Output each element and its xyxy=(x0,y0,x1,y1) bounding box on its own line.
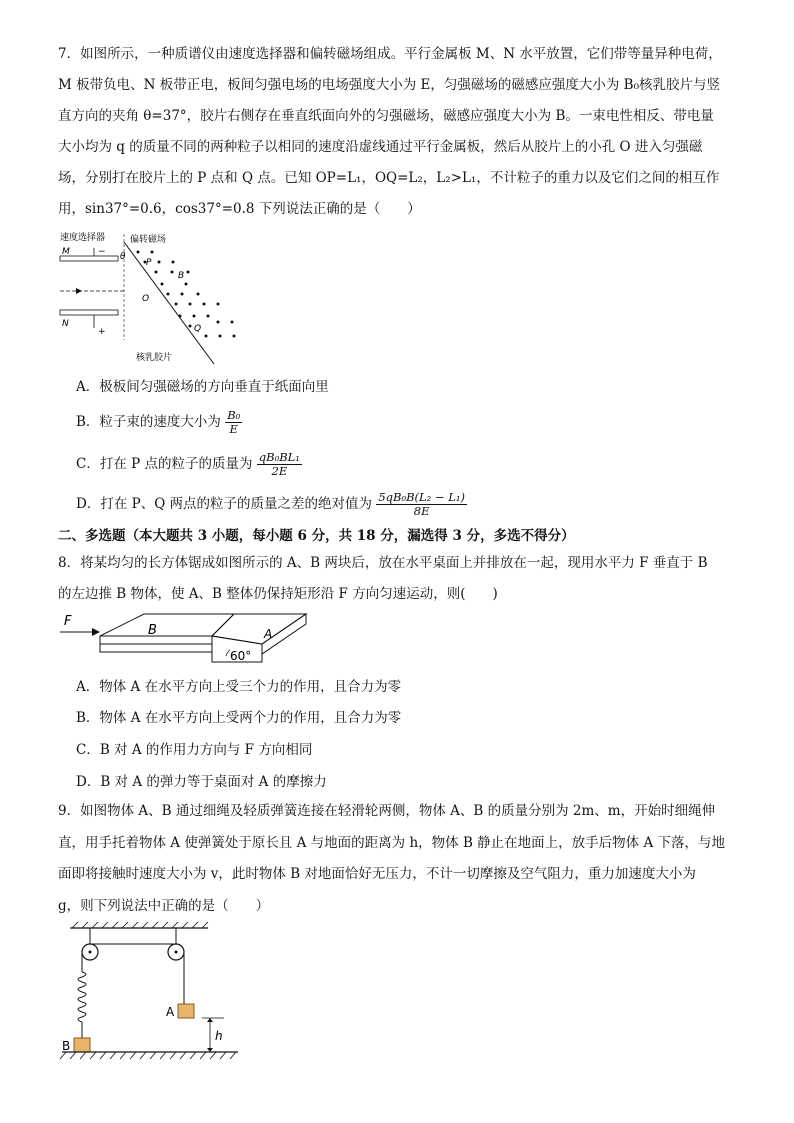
q8-line-2: 的左边推 B 物体，使 A、B 整体仍保持矩形沿 F 方向匀速运动，则( ) xyxy=(58,586,498,602)
q7-option-b-denominator: E xyxy=(229,422,238,436)
q7-option-b-fraction xyxy=(225,409,242,436)
label-velocity-selector: 速度选择器 xyxy=(60,233,106,243)
q7-option-c-numerator: qB₀BL₁ xyxy=(258,450,300,464)
q7-option-c-fraction xyxy=(257,451,302,478)
q7-line-2: M 板带负电、N 板带正电，板间匀强电场的电场强度大小为 E，匀强磁场的磁感应强度大小为 B₀核乳胶片与竖 xyxy=(58,77,720,93)
q8-option-c: C．B 对 A 的作用力方向与 F 方向相同 xyxy=(76,742,313,758)
q7-option-b xyxy=(76,408,242,436)
q7-option-a: A．极板间匀强磁场的方向垂直于纸面向里 xyxy=(76,379,329,395)
q9-line-4: g，则下列说法中正确的是（ ） xyxy=(58,898,270,914)
label-emulsion-film: 核乳胶片 xyxy=(136,353,173,363)
q7-option-b-text: B．粒子束的速度大小为 xyxy=(76,414,221,430)
q9-line-2: 直，用手托着物体 A 使弹簧处于原长且 A 与地面的距离为 h，物体 B 静止在地面上，放手后物体 A 下落，与地 xyxy=(58,835,725,851)
block-A xyxy=(178,1004,194,1018)
label-N: N xyxy=(62,319,69,329)
spring xyxy=(78,972,86,1022)
q7-option-d-text: D．打在 P、Q 两点的粒子的质量之差的绝对值为 xyxy=(76,496,373,512)
q7-option-d xyxy=(76,490,467,518)
label-B-field: B xyxy=(178,271,185,281)
label-minus: − xyxy=(98,247,106,257)
label-A: A xyxy=(264,627,273,641)
q7-line-1: 7．如图所示，一种质谱仪由速度选择器和偏转磁场组成。平行金属板 M、N 水平放置，它们带等量异种电荷， xyxy=(58,46,722,62)
q7-line-4: 大小均为 q 的质量不同的两种粒子以相同的速度沿虚线通过平行金属板，然后从胶片上的小孔 O 进入匀强磁 xyxy=(58,139,703,155)
label-Q: Q xyxy=(194,324,202,334)
label-P: P xyxy=(146,258,152,268)
q7-line-6: 用，sin37°=0.6，cos37°=0.8 下列说法正确的是（ ） xyxy=(58,201,421,217)
label-O: O xyxy=(142,294,150,304)
plate-N xyxy=(60,310,118,315)
pulley-figure xyxy=(58,922,248,1062)
q7-option-d-fraction xyxy=(376,491,467,518)
q9-line-3: 面即将接触时速度大小为 v，此时物体 B 对地面恰好无压力，不计一切摩擦及空气阻力，重力加速度大小为 xyxy=(58,866,696,882)
q9-line-1: 9．如图物体 A、B 通过细绳及轻质弹簧连接在轻滑轮两侧，物体 A、B 的质量分别为 2m、m，开始时细绳伸 xyxy=(58,803,716,819)
label-A: A xyxy=(166,1005,175,1019)
q7-line-5: 场，分别打在胶片上的 P 点和 Q 点。已知 OP=L₁，OQ=L₂，L₂>L₁，不计粒子的重力以及它们之间的相互作 xyxy=(58,170,720,186)
q7-option-c-denominator: 2E xyxy=(271,464,288,478)
block-B xyxy=(74,1038,90,1052)
q7-option-c xyxy=(76,450,302,478)
q7-option-d-numerator: 5qB₀B(L₂ − L₁) xyxy=(378,490,465,504)
emulsion-film-line xyxy=(124,242,214,364)
label-F: F xyxy=(64,614,72,629)
q7-option-c-text: C．打在 P 点的粒子的质量为 xyxy=(76,456,253,472)
label-angle: 60° xyxy=(230,649,252,663)
section-heading-multiple-choice: 二、多选题（本大题共 3 小题，每小题 6 分，共 18 分，漏选得 3 分，多选不得分） xyxy=(58,528,575,544)
label-M: M xyxy=(62,247,70,257)
block-figure xyxy=(58,608,328,674)
q7-option-d-denominator: 8E xyxy=(413,504,430,518)
mass-spectrometer-figure xyxy=(58,228,258,368)
q8-option-d: D．B 对 A 的弹力等于桌面对 A 的摩擦力 xyxy=(76,774,327,790)
q8-option-b: B．物体 A 在水平方向上受两个力的作用，且合力为零 xyxy=(76,710,402,726)
q8-line-1: 8．将某均匀的长方体锯成如图所示的 A、B 两块后，放在水平桌面上并排放在一起，现用水平力 F 垂直于 B xyxy=(58,555,708,571)
q7-option-b-numerator: B₀ xyxy=(227,408,241,422)
label-deflection-field: 偏转磁场 xyxy=(130,235,167,245)
q8-option-a: A．物体 A 在水平方向上受三个力的作用，且合力为零 xyxy=(76,679,402,695)
label-theta: θ xyxy=(120,252,126,262)
q7-line-3: 直方向的夹角 θ=37°，胶片右侧存在垂直纸面向外的匀强磁场，磁感应强度大小为 B。一束电性相反、带电量 xyxy=(58,108,714,124)
label-B: B xyxy=(148,623,157,638)
label-B: B xyxy=(62,1039,71,1053)
label-h: h xyxy=(215,1029,223,1043)
label-plus: + xyxy=(98,327,106,337)
